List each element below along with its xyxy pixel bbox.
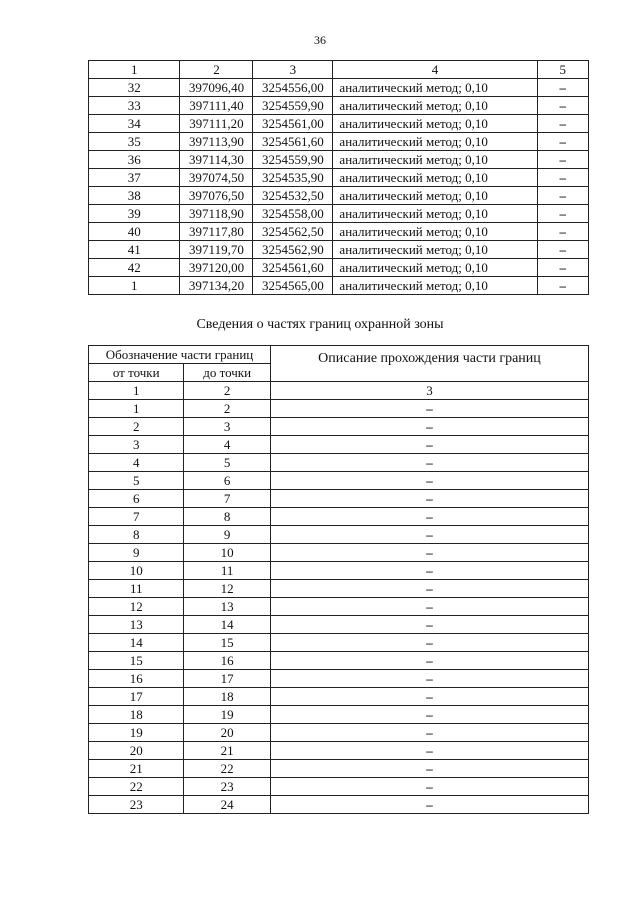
to-point-cell: 2: [184, 400, 271, 418]
from-point-cell: 20: [89, 742, 184, 760]
description-cell: –: [270, 706, 588, 724]
table-row: [89, 115, 589, 133]
from-point-cell: 14: [89, 634, 184, 652]
to-point-cell: 7: [184, 490, 271, 508]
table-row: [89, 79, 589, 97]
description-cell: –: [270, 508, 588, 526]
boundary-part-designation-header: Обозначение части границ: [89, 346, 271, 364]
point-number-cell: 35: [89, 133, 180, 151]
from-point-cell: 18: [89, 706, 184, 724]
from-point-cell: 13: [89, 616, 184, 634]
x-coordinate-cell: 397096,40: [180, 79, 253, 97]
description-cell: –: [270, 634, 588, 652]
from-point-cell: 10: [89, 562, 184, 580]
method-accuracy-cell: аналитический метод; 0,10: [333, 187, 537, 205]
y-coordinate-cell: 3254559,90: [253, 151, 333, 169]
table-row: [89, 742, 589, 760]
coordinates-body: [89, 79, 589, 295]
note-cell: –: [537, 169, 588, 187]
table-row: [89, 796, 589, 814]
x-coordinate-cell: 397076,50: [180, 187, 253, 205]
y-coordinate-cell: 3254565,00: [253, 277, 333, 295]
note-cell: –: [537, 97, 588, 115]
from-point-cell: 23: [89, 796, 184, 814]
number-cell-2: 2: [184, 382, 271, 400]
table-row: [89, 418, 589, 436]
description-cell: –: [270, 436, 588, 454]
table-row: [89, 241, 589, 259]
x-coordinate-cell: 397118,90: [180, 205, 253, 223]
description-cell: –: [270, 616, 588, 634]
table-row: [89, 472, 589, 490]
note-cell: –: [537, 133, 588, 151]
table-row: [89, 169, 589, 187]
col-header-2: 2: [180, 61, 253, 79]
table-row: [89, 616, 589, 634]
note-cell: –: [537, 223, 588, 241]
table-row: [89, 151, 589, 169]
from-point-cell: 6: [89, 490, 184, 508]
table-row: [89, 490, 589, 508]
parts-body: [89, 382, 589, 814]
note-cell: –: [537, 205, 588, 223]
to-point-cell: 8: [184, 508, 271, 526]
description-cell: –: [270, 562, 588, 580]
y-coordinate-cell: 3254561,60: [253, 259, 333, 277]
description-cell: –: [270, 526, 588, 544]
y-coordinate-cell: 3254558,00: [253, 205, 333, 223]
to-point-cell: 17: [184, 670, 271, 688]
table-row: [89, 97, 589, 115]
note-cell: –: [537, 79, 588, 97]
to-point-cell: 20: [184, 724, 271, 742]
x-coordinate-cell: 397120,00: [180, 259, 253, 277]
method-accuracy-cell: аналитический метод; 0,10: [333, 79, 537, 97]
table-row: [89, 562, 589, 580]
to-point-cell: 23: [184, 778, 271, 796]
to-point-cell: 3: [184, 418, 271, 436]
method-accuracy-cell: аналитический метод; 0,10: [333, 115, 537, 133]
table-row: [89, 277, 589, 295]
table-row: [89, 688, 589, 706]
table-row: [89, 670, 589, 688]
point-number-cell: 42: [89, 259, 180, 277]
y-coordinate-cell: 3254561,60: [253, 133, 333, 151]
y-coordinate-cell: 3254562,50: [253, 223, 333, 241]
table-row: [89, 634, 589, 652]
y-coordinate-cell: 3254532,50: [253, 187, 333, 205]
method-accuracy-cell: аналитический метод; 0,10: [333, 97, 537, 115]
x-coordinate-cell: 397111,20: [180, 115, 253, 133]
table-row: [89, 508, 589, 526]
point-number-cell: 32: [89, 79, 180, 97]
point-number-cell: 34: [89, 115, 180, 133]
to-point-cell: 13: [184, 598, 271, 616]
method-accuracy-cell: аналитический метод; 0,10: [333, 277, 537, 295]
description-cell: –: [270, 580, 588, 598]
method-accuracy-cell: аналитический метод; 0,10: [333, 205, 537, 223]
from-point-cell: 11: [89, 580, 184, 598]
from-point-cell: 4: [89, 454, 184, 472]
description-cell: –: [270, 472, 588, 490]
to-point-cell: 6: [184, 472, 271, 490]
x-coordinate-cell: 397119,70: [180, 241, 253, 259]
from-point-cell: 15: [89, 652, 184, 670]
method-accuracy-cell: аналитический метод; 0,10: [333, 259, 537, 277]
y-coordinate-cell: 3254561,00: [253, 115, 333, 133]
x-coordinate-cell: 397117,80: [180, 223, 253, 241]
table-row: [89, 760, 589, 778]
description-cell: –: [270, 652, 588, 670]
y-coordinate-cell: 3254562,90: [253, 241, 333, 259]
from-point-header: от точки: [89, 364, 184, 382]
from-point-cell: 21: [89, 760, 184, 778]
to-point-cell: 4: [184, 436, 271, 454]
note-cell: –: [537, 277, 588, 295]
description-cell: –: [270, 688, 588, 706]
from-point-cell: 5: [89, 472, 184, 490]
table-row: [89, 544, 589, 562]
to-point-cell: 19: [184, 706, 271, 724]
table-row: [89, 436, 589, 454]
description-cell: –: [270, 490, 588, 508]
method-accuracy-cell: аналитический метод; 0,10: [333, 133, 537, 151]
point-number-cell: 33: [89, 97, 180, 115]
note-cell: –: [537, 241, 588, 259]
method-accuracy-cell: аналитический метод; 0,10: [333, 241, 537, 259]
table-row: [89, 400, 589, 418]
point-number-cell: 39: [89, 205, 180, 223]
from-point-cell: 3: [89, 436, 184, 454]
point-number-cell: 40: [89, 223, 180, 241]
to-point-cell: 21: [184, 742, 271, 760]
x-coordinate-cell: 397113,90: [180, 133, 253, 151]
from-point-cell: 8: [89, 526, 184, 544]
to-point-header: до точки: [184, 364, 271, 382]
to-point-cell: 22: [184, 760, 271, 778]
table-row: [89, 454, 589, 472]
number-cell-3: 3: [270, 382, 588, 400]
y-coordinate-cell: 3254559,90: [253, 97, 333, 115]
from-point-cell: 9: [89, 544, 184, 562]
to-point-cell: 11: [184, 562, 271, 580]
from-point-cell: 7: [89, 508, 184, 526]
description-cell: –: [270, 400, 588, 418]
description-cell: –: [270, 454, 588, 472]
point-number-cell: 41: [89, 241, 180, 259]
x-coordinate-cell: 397111,40: [180, 97, 253, 115]
note-cell: –: [537, 187, 588, 205]
y-coordinate-cell: 3254535,90: [253, 169, 333, 187]
section-title: Сведения о частях границ охранной зоны: [196, 317, 444, 332]
note-cell: –: [537, 151, 588, 169]
table-row: [89, 724, 589, 742]
coordinates-table: [88, 60, 589, 295]
to-point-cell: 24: [184, 796, 271, 814]
description-cell: –: [270, 796, 588, 814]
to-point-cell: 9: [184, 526, 271, 544]
method-accuracy-cell: аналитический метод; 0,10: [333, 223, 537, 241]
y-coordinate-cell: 3254556,00: [253, 79, 333, 97]
parts-header-row: [89, 346, 589, 364]
from-point-cell: 22: [89, 778, 184, 796]
x-coordinate-cell: 397114,30: [180, 151, 253, 169]
point-number-cell: 36: [89, 151, 180, 169]
to-point-cell: 18: [184, 688, 271, 706]
table-row: [89, 187, 589, 205]
to-point-cell: 15: [184, 634, 271, 652]
table-row: [89, 580, 589, 598]
page-number: 36: [314, 33, 326, 47]
point-number-cell: 37: [89, 169, 180, 187]
from-point-cell: 12: [89, 598, 184, 616]
col-header-5: 5: [537, 61, 588, 79]
coordinates-header-row: [89, 61, 589, 79]
description-cell: –: [270, 742, 588, 760]
parts-number-row: [89, 382, 589, 400]
table-row: [89, 205, 589, 223]
description-cell: –: [270, 760, 588, 778]
method-accuracy-cell: аналитический метод; 0,10: [333, 169, 537, 187]
to-point-cell: 10: [184, 544, 271, 562]
description-cell: –: [270, 544, 588, 562]
boundary-parts-table: [88, 345, 589, 814]
table-row: [89, 706, 589, 724]
to-point-cell: 14: [184, 616, 271, 634]
boundary-description-header: Описание прохождения части границ: [270, 346, 588, 382]
from-point-cell: 17: [89, 688, 184, 706]
method-accuracy-cell: аналитический метод; 0,10: [333, 151, 537, 169]
description-cell: –: [270, 598, 588, 616]
col-header-4: 4: [333, 61, 537, 79]
description-cell: –: [270, 724, 588, 742]
col-header-3: 3: [253, 61, 333, 79]
col-header-1: 1: [89, 61, 180, 79]
to-point-cell: 12: [184, 580, 271, 598]
from-point-cell: 2: [89, 418, 184, 436]
table-row: [89, 223, 589, 241]
from-point-cell: 19: [89, 724, 184, 742]
table-row: [89, 778, 589, 796]
table-row: [89, 133, 589, 151]
point-number-cell: 38: [89, 187, 180, 205]
x-coordinate-cell: 397074,50: [180, 169, 253, 187]
table-row: [89, 526, 589, 544]
point-number-cell: 1: [89, 277, 180, 295]
description-cell: –: [270, 418, 588, 436]
description-cell: –: [270, 670, 588, 688]
number-cell-1: 1: [89, 382, 184, 400]
note-cell: –: [537, 115, 588, 133]
x-coordinate-cell: 397134,20: [180, 277, 253, 295]
description-cell: –: [270, 778, 588, 796]
table-row: [89, 598, 589, 616]
table-row: [89, 652, 589, 670]
from-point-cell: 16: [89, 670, 184, 688]
note-cell: –: [537, 259, 588, 277]
from-point-cell: 1: [89, 400, 184, 418]
to-point-cell: 5: [184, 454, 271, 472]
table-row: [89, 259, 589, 277]
to-point-cell: 16: [184, 652, 271, 670]
